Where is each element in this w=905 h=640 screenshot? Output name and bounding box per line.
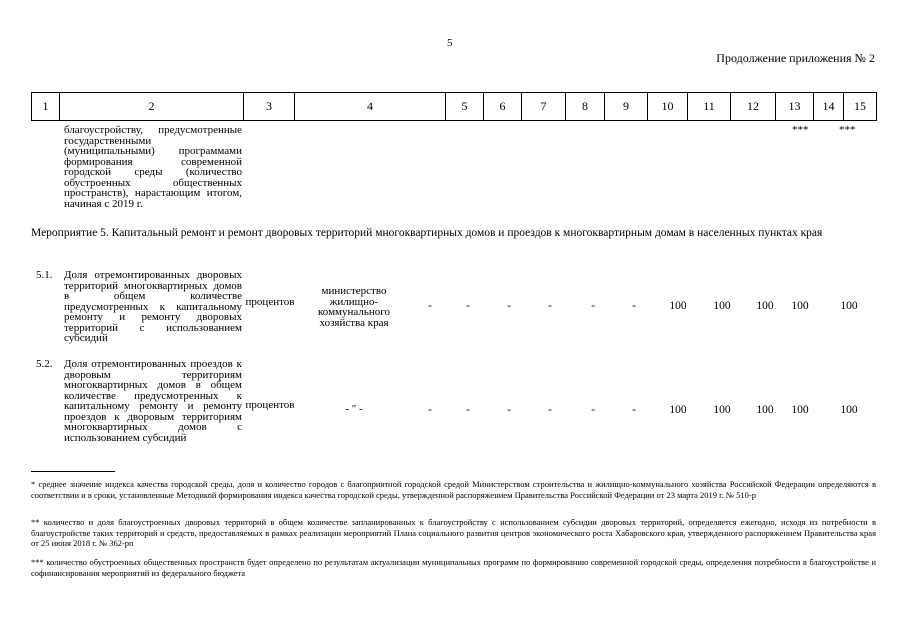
value-col-6: - — [466, 404, 470, 416]
value-col-15: 100 — [840, 300, 858, 312]
value-col-9: - — [591, 300, 595, 312]
header-col-7: 7 — [522, 93, 566, 121]
header-col-1: 1 — [32, 93, 60, 121]
value-col-5: - — [428, 300, 432, 312]
indicator-name: Доля отремонтированных дворовых территорий многоквартирных домов в общем количестве предусмотренных к капитальному ремонту и ремонту дворовых территорий с использованием субсидий — [64, 269, 242, 344]
value-col-6: - — [466, 300, 470, 312]
header-col-2: 2 — [60, 93, 244, 121]
unit: процентов — [245, 399, 295, 411]
value-col-12: 100 — [713, 404, 731, 416]
executor: - " - — [345, 403, 363, 415]
value-col-10: - — [632, 300, 636, 312]
header-col-10: 10 — [648, 93, 688, 121]
column-number-header — [31, 92, 877, 121]
row-number: 5.2. — [36, 358, 53, 370]
top-indicator-col14: *** — [792, 124, 809, 136]
value-col-15: 100 — [840, 404, 858, 416]
value-col-14: 100 — [791, 404, 809, 416]
footnote-divider — [31, 471, 115, 472]
value-col-12: 100 — [713, 300, 731, 312]
indicator-name: Доля отремонтированных проездов к дворовым территориям многоквартирных домов в общем количестве предусмотренных к капитальному ремонту и ремонту проездов к дворовым территориям многоквартирных домов с использованием субсидий — [64, 358, 242, 444]
measure-5-heading: Мероприятие 5. Капитальный ремонт и ремонт дворовых территорий многоквартирных домов и проездов к многоквартирным домам в населенных пунктах края — [31, 227, 823, 239]
executor: министерство жилищно-коммунального хозяйства края — [318, 285, 390, 329]
unit: процентов — [245, 296, 295, 308]
top-indicator-text: благоустройству, предусмотренные государственными (муниципальными) программами формирования современной городской среды (количество обустроенных общественных пространств), нарастающим итогом, начиная с 2019 г. — [64, 124, 242, 210]
header-col-15: 15 — [844, 93, 877, 121]
header-col-11: 11 — [688, 93, 731, 121]
value-col-9: - — [591, 404, 595, 416]
value-col-8: - — [548, 404, 552, 416]
value-col-13: 100 — [756, 300, 774, 312]
footnote-2: ** количество и доля благоустроенных дворовых территорий в общем количестве запланированных к благоустройству с использованием субсидии дворовых территорий, определяется ежегодно, исходя из потребности в благоустройстве таких территорий и средств, предоставляемых в рамках реализации мероприятий Плана социального развития центров экономического роста Хабаровского края, утвержденного распоряжением Правительства края от 25 июня 2018 г. № 362-рп — [31, 517, 876, 548]
value-col-11: 100 — [669, 300, 687, 312]
value-col-10: - — [632, 404, 636, 416]
header-col-9: 9 — [605, 93, 648, 121]
header-col-12: 12 — [731, 93, 776, 121]
header-col-4: 4 — [295, 93, 446, 121]
header-col-5: 5 — [446, 93, 484, 121]
header-col-6: 6 — [484, 93, 522, 121]
header-col-14: 14 — [814, 93, 844, 121]
value-col-7: - — [507, 300, 511, 312]
value-col-14: 100 — [791, 300, 809, 312]
row-number: 5.1. — [36, 269, 53, 281]
continuation-title: Продолжение приложения № 2 — [716, 51, 875, 65]
header-col-13: 13 — [776, 93, 814, 121]
value-col-13: 100 — [756, 404, 774, 416]
value-col-11: 100 — [669, 404, 687, 416]
value-col-7: - — [507, 404, 511, 416]
page-number: 5 — [447, 37, 453, 49]
value-col-8: - — [548, 300, 552, 312]
footnote-3: *** количество обустроенных общественных пространств будет определено по результатам актуализации муниципальных программ по формированию современной городской среды, определения потребности в благоустройстве и софинансирования мероприятий из федерального бюджета — [31, 557, 876, 578]
header-col-3: 3 — [244, 93, 295, 121]
header-col-8: 8 — [566, 93, 605, 121]
top-indicator-col15: *** — [839, 124, 856, 136]
value-col-5: - — [428, 404, 432, 416]
footnote-1: * среднее значение индекса качества городской среды, доля и количество городов с благоприятной городской средой Министерством строительства и жилищно-коммунального хозяйства Российской Федерации определяются в соответствии и в сроки, установленные Методикой формирования индекса качества городской среды, утвержденной распоряжением Правительства Российской Федерации от 23 марта 2019 г. № 510-р — [31, 479, 876, 500]
